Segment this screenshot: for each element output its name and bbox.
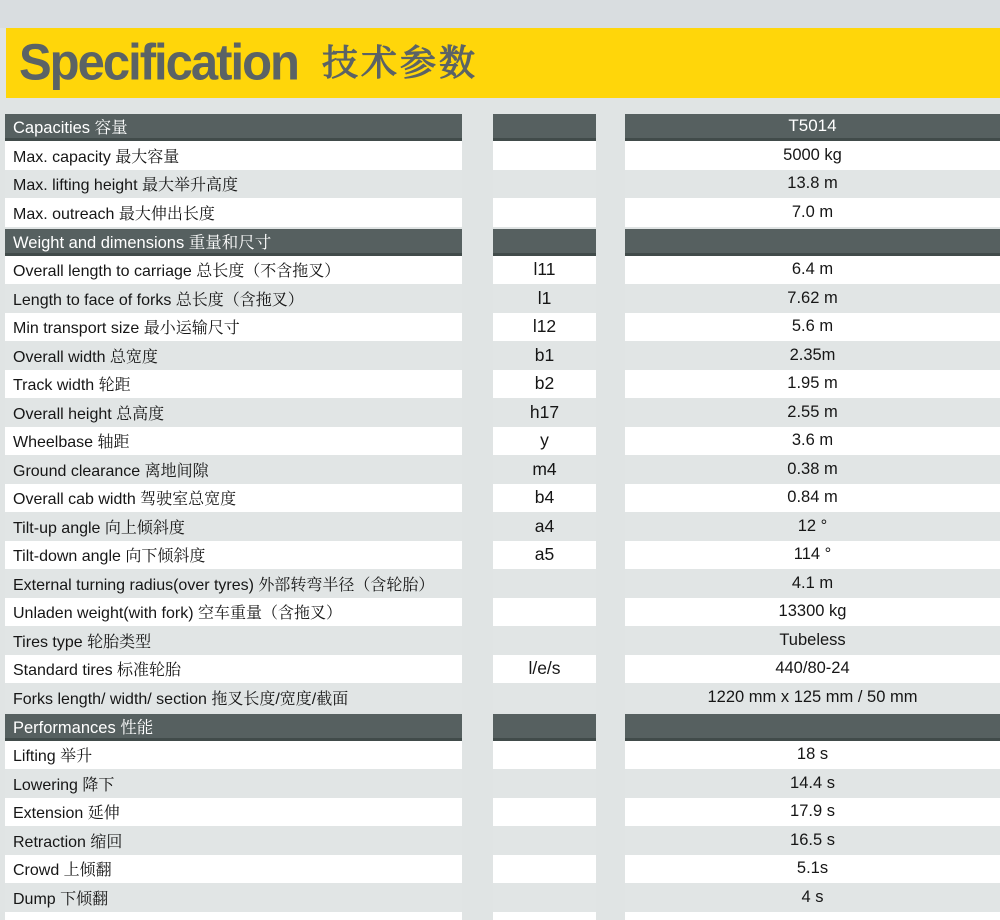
column-gap	[596, 141, 625, 170]
spec-code: l11	[493, 256, 596, 285]
column-gap	[596, 484, 625, 513]
spec-label: Lifting 举升	[5, 741, 462, 770]
clipped-cell	[493, 912, 596, 920]
column-gap	[596, 626, 625, 655]
table-row	[5, 855, 1000, 884]
spec-value: 13.8 m	[625, 170, 1000, 199]
spec-value: 4 s	[625, 883, 1000, 912]
column-gap	[462, 626, 493, 655]
column-gap	[462, 141, 493, 170]
spec-label: External turning radius(over tyres) 外部转弯半径（含轮胎）	[5, 569, 462, 598]
spec-code	[493, 769, 596, 798]
column-gap	[596, 883, 625, 912]
spec-code	[493, 826, 596, 855]
spec-value: 1220 mm x 125 mm / 50 mm	[625, 683, 1000, 712]
spec-value: T5014	[625, 114, 1000, 141]
table-row	[5, 798, 1000, 827]
title-banner	[6, 28, 1000, 98]
spec-code: l/e/s	[493, 655, 596, 684]
spec-label: Max. lifting height 最大举升高度	[5, 170, 462, 199]
column-gap	[462, 198, 493, 227]
table-row	[5, 569, 1000, 598]
spec-label: Track width 轮距	[5, 370, 462, 399]
column-gap	[462, 655, 493, 684]
spec-label: Lowering 降下	[5, 769, 462, 798]
table-row	[5, 655, 1000, 684]
spec-value: 16.5 s	[625, 826, 1000, 855]
spec-value: 5.1s	[625, 855, 1000, 884]
column-gap	[596, 769, 625, 798]
spec-value: 12 °	[625, 512, 1000, 541]
spec-label: Unladen weight(with fork) 空车重量（含拖叉）	[5, 598, 462, 627]
spec-code	[493, 141, 596, 170]
column-gap	[462, 598, 493, 627]
spec-code: l12	[493, 313, 596, 342]
column-gap	[462, 313, 493, 342]
column-gap	[462, 912, 493, 920]
spec-value: 1.95 m	[625, 370, 1000, 399]
top-margin-strip	[0, 0, 1000, 28]
clipped-cell	[625, 912, 1000, 920]
column-gap	[462, 569, 493, 598]
spec-value: 6.4 m	[625, 256, 1000, 285]
table-row	[5, 541, 1000, 570]
spec-code	[493, 198, 596, 227]
spec-value: 2.55 m	[625, 398, 1000, 427]
table-row	[5, 170, 1000, 199]
spec-code	[493, 114, 596, 141]
column-gap	[462, 541, 493, 570]
column-gap	[462, 798, 493, 827]
spec-value: 7.62 m	[625, 284, 1000, 313]
column-gap	[596, 826, 625, 855]
spec-code	[493, 569, 596, 598]
spec-label: Forks length/ width/ section 拖叉长度/宽度/截面	[5, 683, 462, 712]
column-gap	[462, 769, 493, 798]
spec-code	[493, 714, 596, 741]
column-gap	[462, 683, 493, 712]
column-gap	[596, 512, 625, 541]
column-gap	[462, 398, 493, 427]
table-row	[5, 484, 1000, 513]
column-gap	[596, 370, 625, 399]
section-header-row	[5, 114, 1000, 141]
column-gap	[462, 114, 493, 141]
table-row	[5, 455, 1000, 484]
spec-label: Tires type 轮胎类型	[5, 626, 462, 655]
spec-code	[493, 883, 596, 912]
column-gap	[596, 284, 625, 313]
spec-label: Tilt-down angle 向下倾斜度	[5, 541, 462, 570]
section-header-row	[5, 229, 1000, 256]
spec-code: a4	[493, 512, 596, 541]
spec-table	[5, 114, 1000, 920]
spec-label: Overall length to carriage 总长度（不含拖叉）	[5, 256, 462, 285]
table-row	[5, 427, 1000, 456]
column-gap	[596, 341, 625, 370]
spec-label: Wheelbase 轴距	[5, 427, 462, 456]
page-title-chinese: 技术参数	[321, 42, 478, 83]
spec-code	[493, 798, 596, 827]
spec-value: 17.9 s	[625, 798, 1000, 827]
spec-code	[493, 598, 596, 627]
spec-label: Min transport size 最小运输尺寸	[5, 313, 462, 342]
column-gap	[596, 912, 625, 920]
section-header-row	[5, 714, 1000, 741]
table-row	[5, 683, 1000, 712]
spec-code	[493, 855, 596, 884]
column-gap	[596, 313, 625, 342]
column-gap	[596, 256, 625, 285]
clipped-cell	[5, 912, 462, 920]
spec-code	[493, 229, 596, 256]
spec-value: 0.38 m	[625, 455, 1000, 484]
spec-value: 4.1 m	[625, 569, 1000, 598]
spec-value: 13300 kg	[625, 598, 1000, 627]
table-row	[5, 313, 1000, 342]
spec-label: Ground clearance 离地间隙	[5, 455, 462, 484]
column-gap	[596, 427, 625, 456]
spec-value: 14.4 s	[625, 769, 1000, 798]
column-gap	[596, 114, 625, 141]
column-gap	[462, 229, 493, 256]
spec-label: Capacities 容量	[5, 114, 462, 141]
column-gap	[596, 541, 625, 570]
column-gap	[462, 484, 493, 513]
column-gap	[462, 256, 493, 285]
spec-label: Standard tires 标准轮胎	[5, 655, 462, 684]
table-row	[5, 769, 1000, 798]
table-row	[5, 284, 1000, 313]
clipped-row	[5, 912, 1000, 920]
column-gap	[462, 512, 493, 541]
spec-value: 114 °	[625, 541, 1000, 570]
table-row	[5, 341, 1000, 370]
spec-label: Max. capacity 最大容量	[5, 141, 462, 170]
column-gap	[596, 683, 625, 712]
table-row	[5, 370, 1000, 399]
column-gap	[462, 341, 493, 370]
spec-label: Overall cab width 驾驶室总宽度	[5, 484, 462, 513]
column-gap	[462, 370, 493, 399]
spec-value	[625, 229, 1000, 256]
spec-label: Weight and dimensions 重量和尺寸	[5, 229, 462, 256]
column-gap	[596, 855, 625, 884]
table-row	[5, 256, 1000, 285]
table-row	[5, 626, 1000, 655]
spec-label: Overall width 总宽度	[5, 341, 462, 370]
spec-value: 7.0 m	[625, 198, 1000, 227]
table-row	[5, 141, 1000, 170]
table-row	[5, 198, 1000, 227]
spec-code	[493, 170, 596, 199]
spec-value: 5000 kg	[625, 141, 1000, 170]
column-gap	[462, 170, 493, 199]
spec-label: Length to face of forks 总长度（含拖叉）	[5, 284, 462, 313]
spec-label: Dump 下倾翻	[5, 883, 462, 912]
column-gap	[596, 598, 625, 627]
column-gap	[596, 655, 625, 684]
column-gap	[462, 826, 493, 855]
column-gap	[596, 229, 625, 256]
column-gap	[596, 398, 625, 427]
column-gap	[596, 455, 625, 484]
column-gap	[462, 427, 493, 456]
spec-value: 440/80-24	[625, 655, 1000, 684]
spec-value: 3.6 m	[625, 427, 1000, 456]
spec-label: Retraction 缩回	[5, 826, 462, 855]
spec-code	[493, 683, 596, 712]
spec-value	[625, 714, 1000, 741]
column-gap	[596, 170, 625, 199]
spec-label: Max. outreach 最大伸出长度	[5, 198, 462, 227]
spec-value: 2.35m	[625, 341, 1000, 370]
spec-code	[493, 626, 596, 655]
column-gap	[462, 714, 493, 741]
spec-code: b1	[493, 341, 596, 370]
table-row	[5, 512, 1000, 541]
column-gap	[596, 569, 625, 598]
column-gap	[596, 714, 625, 741]
spec-label: Performances 性能	[5, 714, 462, 741]
column-gap	[596, 798, 625, 827]
table-row	[5, 398, 1000, 427]
spec-label: Tilt-up angle 向上倾斜度	[5, 512, 462, 541]
column-gap	[462, 741, 493, 770]
spec-label: Crowd 上倾翻	[5, 855, 462, 884]
column-gap	[462, 284, 493, 313]
table-row	[5, 826, 1000, 855]
table-row	[5, 883, 1000, 912]
column-gap	[596, 741, 625, 770]
spec-code: a5	[493, 541, 596, 570]
spec-code: y	[493, 427, 596, 456]
spec-code	[493, 741, 596, 770]
spec-value: 5.6 m	[625, 313, 1000, 342]
column-gap	[596, 198, 625, 227]
spec-code: h17	[493, 398, 596, 427]
spec-value: Tubeless	[625, 626, 1000, 655]
column-gap	[462, 855, 493, 884]
column-gap	[462, 883, 493, 912]
spec-value: 18 s	[625, 741, 1000, 770]
spec-label: Extension 延伸	[5, 798, 462, 827]
table-row	[5, 741, 1000, 770]
spec-code: b2	[493, 370, 596, 399]
page-title: Specification	[19, 34, 298, 91]
spec-label: Overall height 总高度	[5, 398, 462, 427]
spec-code: m4	[493, 455, 596, 484]
column-gap	[462, 455, 493, 484]
spec-value: 0.84 m	[625, 484, 1000, 513]
spec-code: l1	[493, 284, 596, 313]
table-row	[5, 598, 1000, 627]
spec-code: b4	[493, 484, 596, 513]
